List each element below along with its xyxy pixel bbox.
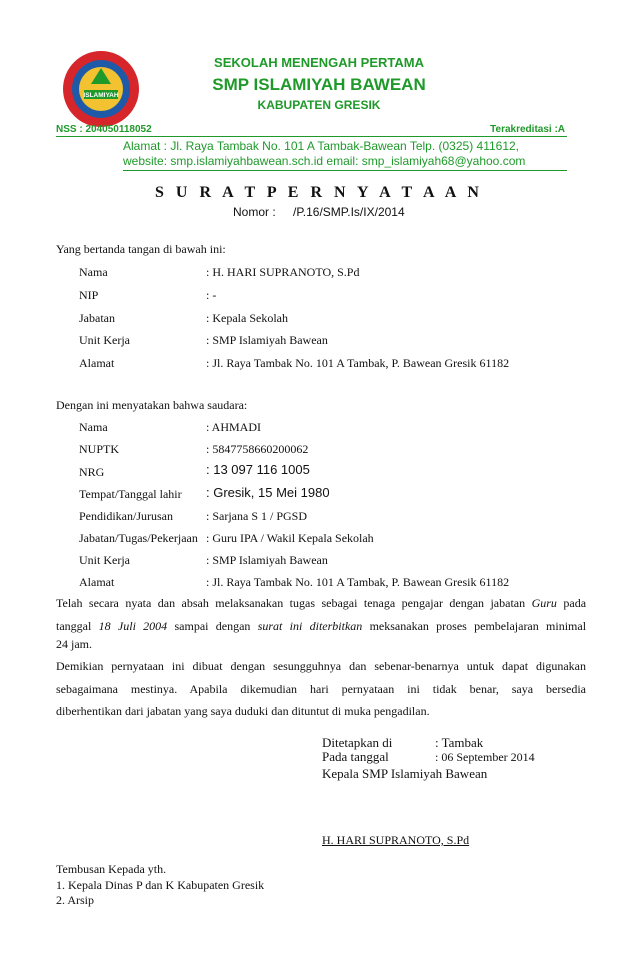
- signer-value: : SMP Islamiyah Bawean: [206, 333, 328, 347]
- signer-value: : H. HARI SUPRANOTO, S.Pd: [206, 265, 360, 279]
- ditetapkan-value: : Tambak: [435, 735, 484, 750]
- logo-text: ISLAMIYAH: [83, 92, 119, 99]
- nomor-value: /P.16/SMP.Is/IX/2014: [293, 205, 405, 219]
- document-title: S U R A T P E R N Y A T A A N: [155, 184, 483, 201]
- accreditation: Terakreditasi :A: [490, 124, 565, 135]
- cc-item: 1. Kepala Dinas P dan K Kabupaten Gresik: [56, 878, 265, 892]
- signer-label: Unit Kerja: [79, 333, 130, 347]
- signer-value: : Kepala Sekolah: [206, 311, 288, 325]
- signer-label: NIP: [79, 288, 99, 302]
- person-value: : Gresik, 15 Mei 1980: [206, 485, 330, 500]
- signer-position: Kepala SMP Islamiyah Bawean: [322, 766, 488, 781]
- person-value: : Sarjana S 1 / PGSD: [206, 509, 308, 523]
- intro-signer: Yang bertanda tangan di bawah ini:: [56, 242, 226, 256]
- person-label: Unit Kerja: [79, 553, 130, 567]
- statement-line: tanggal 18 Juli 2004 sampai dengan surat ini diterbitkan meksanakan proses pembelajaran minimal: [56, 619, 587, 633]
- person-label: Nama: [79, 420, 108, 434]
- school-region: KABUPATEN GRESIK: [257, 98, 381, 112]
- person-label: Pendidikan/Jurusan: [79, 509, 173, 523]
- closing-line: sebagaimana mestinya. Apabila dikemudian hari pernyataan ini tidak benar, saya bersedia: [56, 682, 586, 696]
- person-value: : Jl. Raya Tambak No. 101 A Tambak, P. Bawean Gresik 61182: [206, 575, 510, 589]
- person-value: : AHMADI: [206, 420, 262, 434]
- person-label: NUPTK: [79, 442, 120, 456]
- school-contact: website: smp.islamiyahbawean.sch.id email: smp_islamiyah68@yahoo.com: [123, 154, 526, 168]
- statement-line: Telah secara nyata dan absah melaksanakan tugas sebagai tenaga pengajar dengan jabatan Guru pada: [56, 596, 587, 610]
- person-label: Jabatan/Tugas/Pekerjaan: [79, 531, 198, 545]
- closing-line: diberhentikan dari jabatan yang saya duduki dan dituntut di muka pengadilan.: [56, 704, 430, 718]
- cc-title: Tembusan Kepada yth.: [56, 862, 167, 876]
- signer-label: Jabatan: [79, 311, 115, 325]
- person-label: NRG: [79, 465, 105, 479]
- person-label: Alamat: [79, 575, 115, 589]
- signer-name: H. HARI SUPRANOTO, S.Pd: [322, 833, 470, 847]
- person-value: : 13 097 116 1005: [206, 462, 310, 477]
- cc-item: 2. Arsip: [56, 893, 95, 907]
- signer-value: : -: [206, 288, 217, 302]
- nss-number: NSS : 204050118052: [56, 124, 152, 135]
- intro-person: Dengan ini menyatakan bahwa saudara:: [56, 398, 248, 412]
- nomor-label: Nomor :: [233, 205, 276, 219]
- school-name: SMP ISLAMIYAH BAWEAN: [212, 75, 426, 94]
- school-level: SEKOLAH MENENGAH PERTAMA: [214, 55, 424, 70]
- person-value: : SMP Islamiyah Bawean: [206, 553, 328, 567]
- signer-label: Alamat: [79, 356, 115, 370]
- signer-label: Nama: [79, 265, 108, 279]
- statement-line: 24 jam.: [56, 637, 92, 651]
- closing-line: Demikian pernyataan ini dibuat dengan sesungguhnya dan sebenar-benarnya untuk dapat digunakan: [56, 659, 586, 673]
- person-value: : 5847758660200062: [206, 442, 309, 456]
- header-divider-top: [56, 136, 567, 137]
- tanggal-label: Pada tanggal: [322, 749, 389, 764]
- ditetapkan-label: Ditetapkan di: [322, 735, 393, 750]
- signer-value: : Jl. Raya Tambak No. 101 A Tambak, P. Bawean Gresik 61182: [206, 356, 510, 370]
- school-address: Alamat : Jl. Raya Tambak No. 101 A Tambak-Bawean Telp. (0325) 411612,: [123, 139, 520, 153]
- tanggal-value: : 06 September 2014: [435, 750, 535, 764]
- person-value: : Guru IPA / Wakil Kepala Sekolah: [206, 531, 374, 545]
- person-label: Tempat/Tanggal lahir: [79, 487, 182, 501]
- header-divider-bottom: [123, 170, 567, 171]
